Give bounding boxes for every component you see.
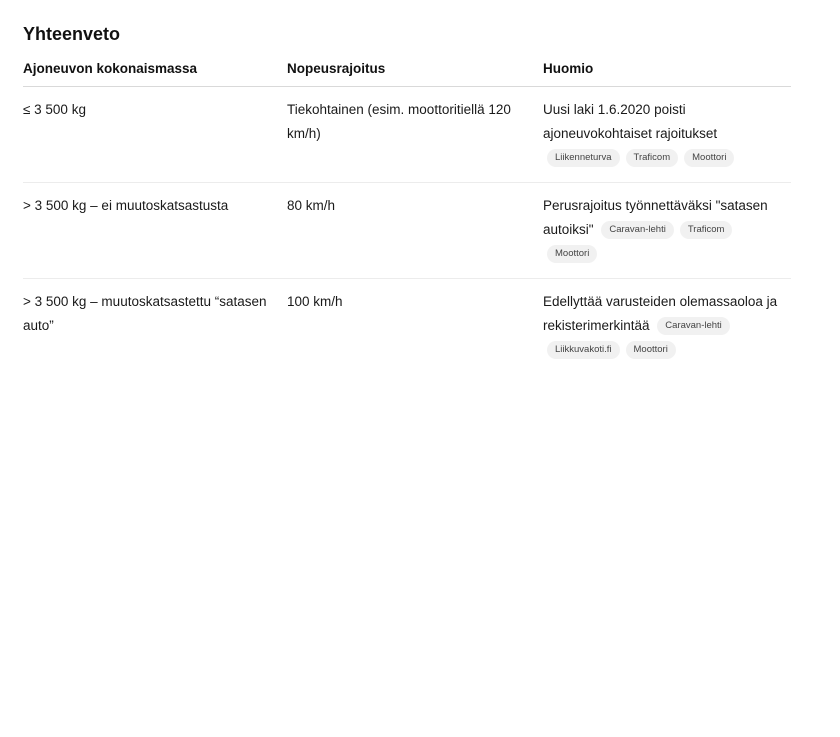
summary-section — [23, 22, 791, 374]
summary-table — [23, 60, 791, 374]
cell-note — [543, 183, 791, 279]
note-text: Perusrajoitus työnnettäväksi "satasen autoiksi" — [543, 198, 768, 237]
header-mass: Ajoneuvon kokonaismassa — [23, 60, 287, 87]
header-note: Huomio — [543, 60, 791, 87]
source-chips — [543, 150, 736, 165]
source-chip[interactable]: Traficom — [680, 221, 733, 239]
header-speed: Nopeusrajoitus — [287, 60, 543, 87]
note-text: Uusi laki 1.6.2020 poisti ajoneuvokohtaiset rajoitukset — [543, 102, 718, 141]
cell-speed: 100 km/h — [287, 294, 343, 309]
table-row — [23, 87, 791, 183]
table-row — [23, 183, 791, 279]
cell-note — [543, 279, 791, 375]
note-text: Edellyttää varusteiden olemassaoloa ja rekisterimerkintää — [543, 294, 778, 333]
table-row — [23, 279, 791, 375]
source-chip[interactable]: Caravan-lehti — [657, 317, 730, 335]
source-chip[interactable]: Moottori — [684, 149, 734, 167]
table-header-row — [23, 60, 791, 87]
source-chip[interactable]: Moottori — [547, 245, 597, 263]
cell-speed: 80 km/h — [287, 183, 543, 279]
cell-mass: > 3 500 kg – ei muutoskatsastusta — [23, 183, 287, 279]
source-chip[interactable]: Moottori — [626, 341, 676, 359]
cell-mass: > 3 500 kg – muutoskatsastettu “satasen auto” — [23, 294, 267, 333]
cell-mass: ≤ 3 500 kg — [23, 87, 287, 183]
section-title: Yhteenveto — [23, 24, 121, 44]
cell-note — [543, 87, 791, 183]
source-chip[interactable]: Traficom — [626, 149, 679, 167]
source-chip[interactable]: Caravan-lehti — [601, 221, 674, 239]
source-chip[interactable]: Liikkuvakoti.fi — [547, 341, 620, 359]
cell-speed: Tiekohtainen (esim. moottoritiellä 120 km/h) — [287, 87, 543, 183]
source-chip[interactable]: Liikenneturva — [547, 149, 620, 167]
